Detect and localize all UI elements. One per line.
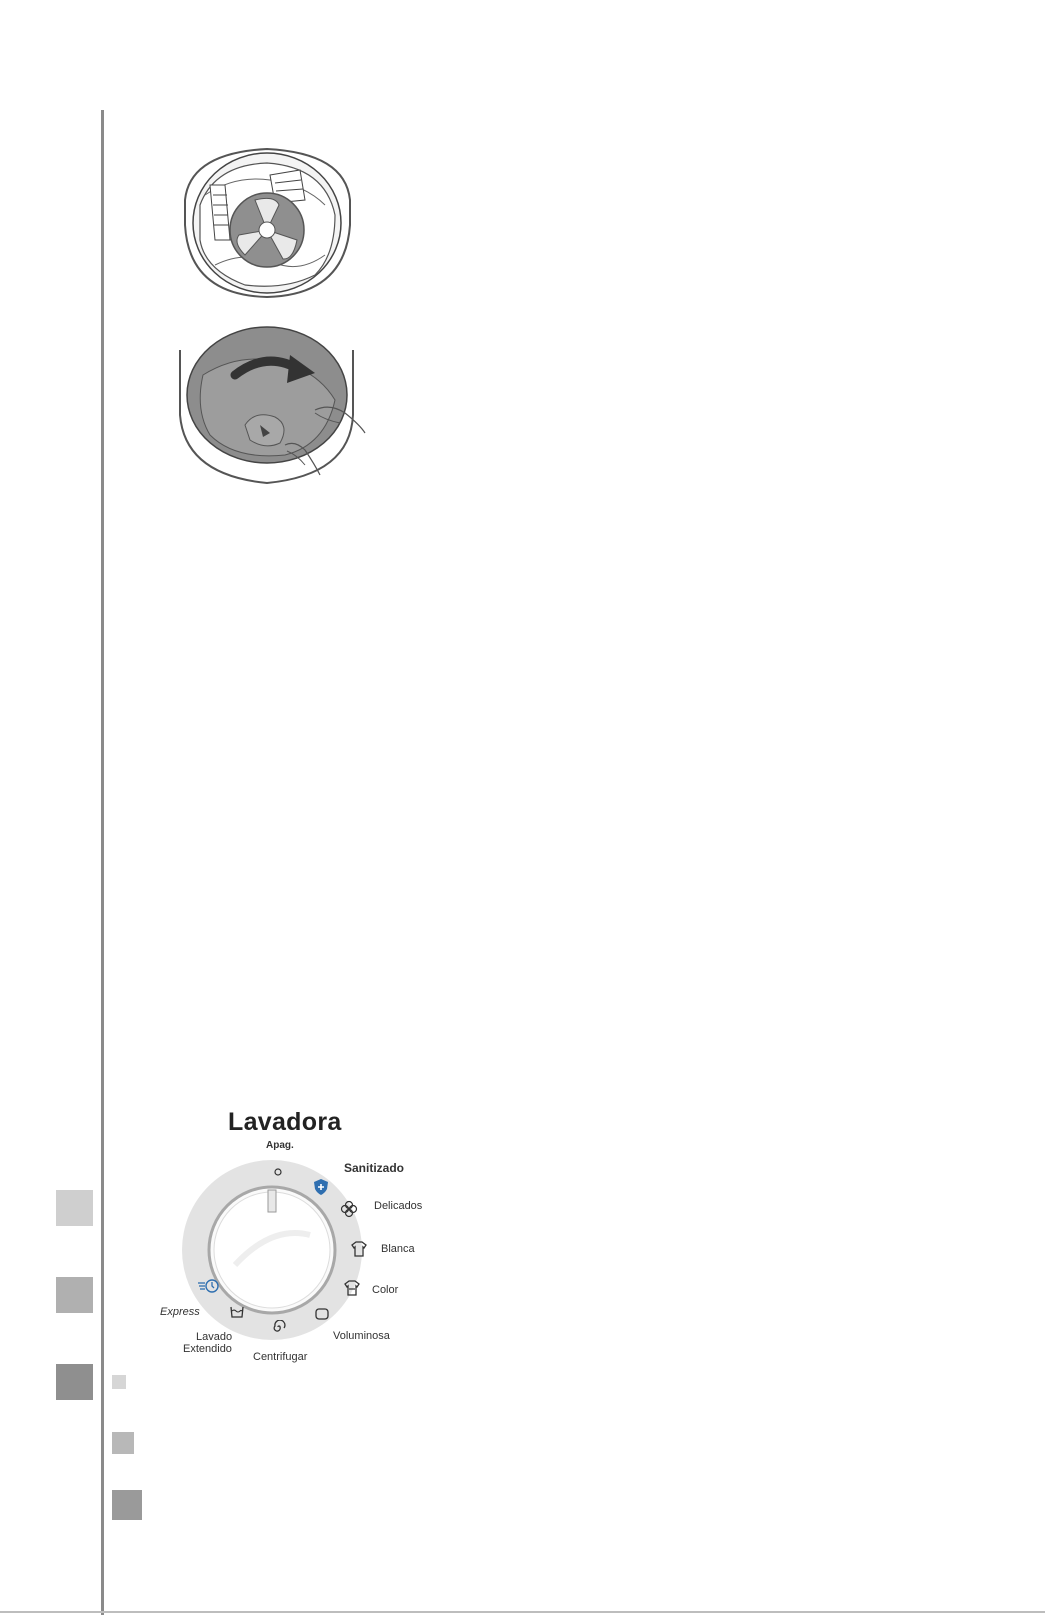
legend-square-medium	[112, 1432, 134, 1454]
power-off-icon	[273, 1167, 283, 1177]
program-label-express: Express	[160, 1306, 200, 1318]
margin-rule	[101, 110, 104, 1615]
dial-title: Lavadora	[228, 1108, 342, 1136]
section-tab-1	[56, 1190, 93, 1226]
shirt-icon	[350, 1241, 368, 1257]
program-label-whites: Blanca	[381, 1243, 415, 1255]
program-label-bulky: Voluminosa	[333, 1330, 390, 1342]
program-label-sanitize: Sanitizado	[344, 1161, 405, 1175]
section-tab-2	[56, 1277, 93, 1313]
express-timer-icon	[197, 1278, 221, 1294]
program-label-extended-line1: Lavado	[196, 1331, 233, 1343]
section-tab-3	[56, 1364, 93, 1400]
washer-tub-top-view-illustration	[175, 145, 360, 300]
bottom-rule	[0, 1611, 1045, 1613]
legend-square-small	[112, 1375, 126, 1389]
legend-square-large	[112, 1490, 142, 1520]
program-label-off: Apag.	[266, 1140, 294, 1151]
shield-icon	[313, 1178, 329, 1196]
program-label-delicates: Delicados	[374, 1200, 423, 1212]
spin-icon	[272, 1320, 286, 1334]
bulky-icon	[314, 1307, 330, 1321]
program-label-spin: Centrifugar	[253, 1351, 308, 1363]
program-dial[interactable]	[180, 1155, 365, 1345]
program-label-extended-line2: Extendido	[183, 1343, 232, 1355]
wash-basin-icon	[229, 1305, 245, 1319]
colored-shirt-icon	[343, 1280, 361, 1296]
washer-tub-loading-illustration	[175, 325, 375, 495]
flower-icon	[340, 1200, 358, 1218]
program-label-colors: Color	[372, 1284, 399, 1296]
